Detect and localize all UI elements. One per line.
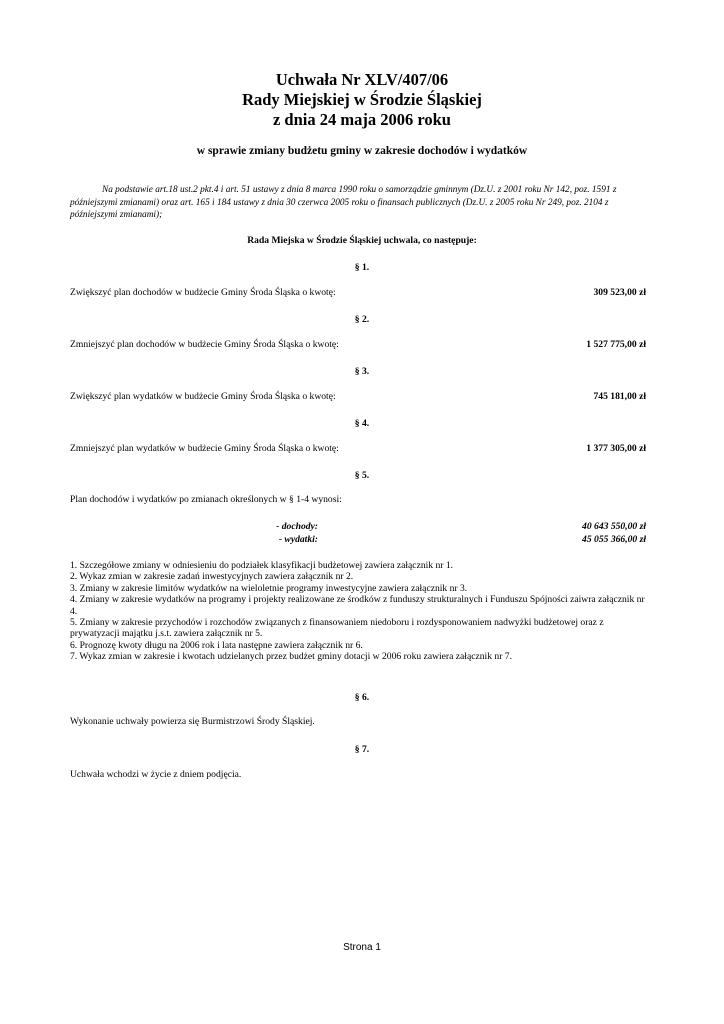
legal-basis: Na podstawie art.18 ust.2 pkt.4 i art. 51 ustawy z dnia 8 marca 1990 roku o samorządzie gminnym (Dz.U. z 2001 roku Nr 142, poz. 1591 z późniejszymi zmianami) oraz art. 165 i 184 ustawy z dnia 30 czerwca 2005 roku o finansach publicznych (Dz.U. z 2005 roku Nr 249, poz. 2104 z późniejszymi zmianami);	[70, 185, 617, 220]
attachment-item: 6. Prognozę kwoty długu na 2006 rok i lata następne zawiera załącznik nr 6.	[70, 639, 363, 651]
section-5-intro: Plan dochodów i wydatków po zmianach określonych w § 1-4 wynosi:	[70, 494, 342, 505]
resolution-subject: w sprawie zmiany budżetu gminy w zakresie dochodów i wydatków	[196, 145, 528, 157]
resolution-title: Uchwała Nr XLV/407/06	[275, 70, 449, 89]
attachment-item: 5. Zmiany w zakresie przychodów i rozchodów związanych z finansowaniem niedoboru i rozdysponowaniem nadwyżki budżetowej oraz z prywatyzacji majątku j.s.t. zawiera załącznik nr 5.	[70, 617, 604, 640]
income-label: - dochody:	[276, 521, 318, 532]
section-7-heading: § 7.	[354, 744, 370, 755]
resolution-date: z dnia 24 maja 2006 roku	[272, 110, 451, 129]
section-6-heading: § 6.	[354, 692, 370, 703]
section-3-heading: § 3.	[354, 366, 370, 377]
attachment-list	[70, 560, 650, 663]
section-4-heading: § 4.	[354, 418, 370, 429]
section-3-label: Zwiększyć plan wydatków w budżecie Gminy Środa Śląska o kwotę:	[70, 391, 336, 402]
attachment-item: 3. Zmiany w zakresie limitów wydatków na wieloletnie programy inwestycyjne zawiera załącznik nr 3.	[70, 582, 468, 594]
section-6-text: Wykonanie uchwały powierza się Burmistrzowi Środy Śląskiej.	[70, 716, 315, 727]
section-1-label: Zwiększyć plan dochodów w budżecie Gminy Środa Śląska o kwotę:	[70, 287, 336, 298]
section-2-heading: § 2.	[354, 314, 370, 325]
section-7-text: Uchwała wchodzi w życie z dniem podjęcia.	[70, 769, 242, 780]
page-number: Strona 1	[343, 942, 381, 953]
section-2-amount: 1 527 775,00 zł	[586, 339, 646, 350]
section-3-amount: 745 181,00 zł	[593, 391, 646, 402]
attachment-item: 2. Wykaz zmian w zakresie zadań inwestycyjnych zawiera załącznik nr 2.	[70, 571, 354, 583]
section-1-heading: § 1.	[354, 262, 370, 273]
attachment-item: 4. Zmiany w zakresie wydatków na programy i projekty realizowane ze środków z funduszy strukturalnych i Funduszu Spójności zaiwra załącznik nr 4.	[70, 594, 645, 617]
attachment-item: 7. Wykaz zmian w zakresie i kwotach udzielanych przez budżet gminy dotacji w 2006 roku zawiera załącznik nr 7.	[70, 651, 512, 663]
section-1-amount: 309 523,00 zł	[593, 287, 646, 298]
council-name: Rady Miejskiej w Środzie Śląskiej	[242, 90, 482, 109]
section-2-label: Zmniejszyć plan dochodów w budżecie Gminy Środa Śląska o kwotę:	[70, 339, 339, 350]
section-4-label: Zmniejszyć plan wydatków w budżecie Gminy Środa Śląska o kwotę:	[70, 443, 339, 454]
section-4-amount: 1 377 305,00 zł	[586, 443, 646, 454]
expense-value: 45 055 366,00 zł	[582, 534, 646, 545]
section-5-heading: § 5.	[354, 470, 370, 481]
expense-label: - wydatki:	[278, 534, 318, 545]
income-value: 40 643 550,00 zł	[582, 521, 646, 532]
resolves-statement: Rada Miejska w Środzie Śląskiej uchwala, co następuje:	[247, 235, 477, 246]
attachment-item: 1. Szczegółowe zmiany w odniesieniu do podziałek klasyfikacji budżetowej zawiera załącznik nr 1.	[70, 560, 454, 571]
